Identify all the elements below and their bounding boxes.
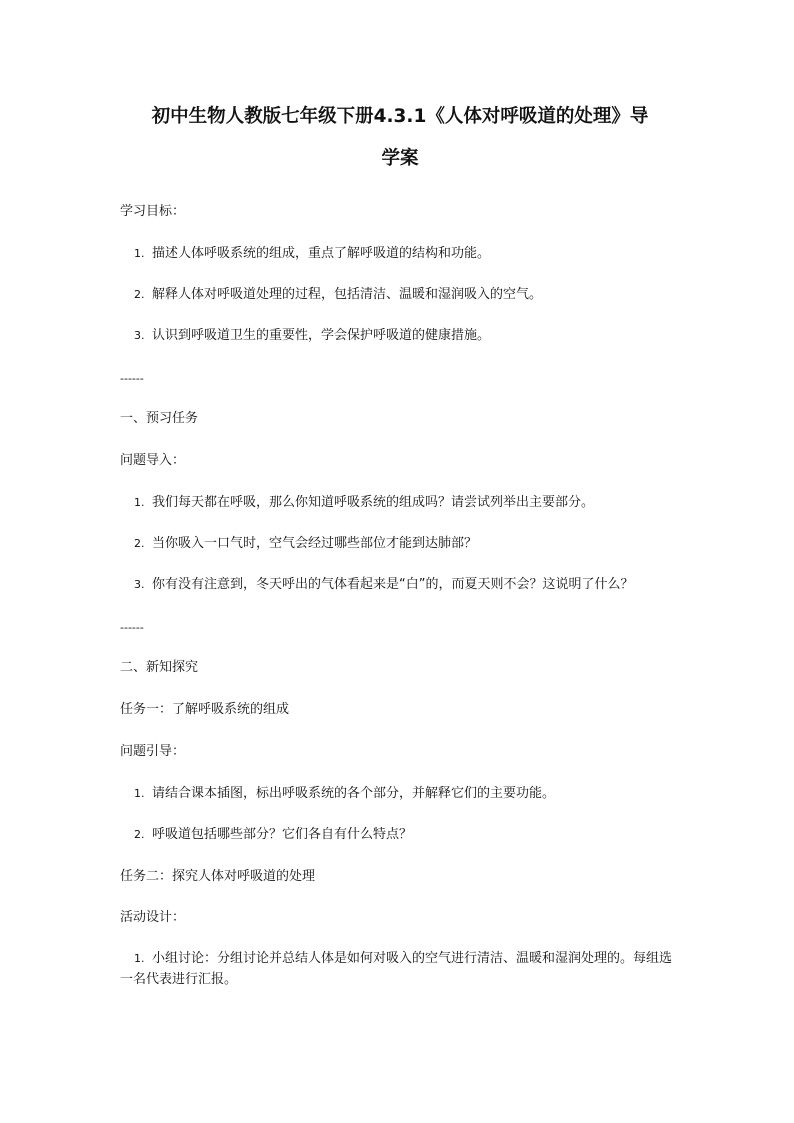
explore-heading: 二、新知探究: [120, 660, 199, 675]
section-separator: ------: [120, 372, 144, 385]
list-text: 我们每天都在呼吸，那么你知道呼吸系统的组成吗？请尝试列举出主要部分。: [152, 495, 595, 510]
list-number: 1.: [134, 496, 145, 509]
list-number: 1.: [134, 247, 145, 260]
list-text: 小组讨论：分组讨论并总结人体是如何对吸入的空气进行清洁、温暖和湿润处理的。每组选一名代表进行汇报。: [120, 951, 673, 987]
list-number: 3.: [134, 329, 145, 342]
list-number: 2.: [134, 828, 145, 841]
document-title-line-2: 学案: [381, 148, 419, 169]
list-text: 当你吸入一口气时，空气会经过哪些部位才能到达肺部？: [152, 536, 478, 551]
preview-item: [134, 494, 594, 512]
list-text: 请结合课本插图，标出呼吸系统的各个部分，并解释它们的主要功能。: [152, 786, 556, 801]
section-separator: ------: [120, 621, 144, 634]
preview-subheading: 问题导入：: [120, 453, 186, 468]
list-text: 描述人体呼吸系统的组成，重点了解呼吸道的结构和功能。: [152, 246, 491, 261]
preview-item: [134, 535, 477, 553]
task2-heading: 任务二：探究人体对呼吸道的处理: [120, 869, 316, 884]
document-title-line-1: 初中生物人教版七年级下册4.3.1《人体对呼吸道的处理》导: [151, 106, 649, 127]
preview-heading: 一、预习任务: [120, 411, 199, 426]
objective-item: [134, 286, 542, 304]
objectives-heading: 学习目标：: [120, 204, 186, 219]
list-number: 1.: [134, 787, 145, 800]
task1-item: [134, 785, 555, 803]
list-text: 认识到呼吸道卫生的重要性，学会保护呼吸道的健康措施。: [152, 328, 491, 343]
list-number: 3.: [134, 578, 145, 591]
list-text: 你有没有注意到，冬天呼出的气体看起来是“白”的，而夏天则不会？这说明了什么？: [152, 577, 634, 592]
objective-item: [134, 327, 490, 345]
task1-item: [134, 826, 412, 844]
list-number: 2.: [134, 537, 145, 550]
list-number: 1.: [134, 952, 145, 965]
task1-heading: 任务一：了解呼吸系统的组成: [120, 702, 290, 717]
task1-subheading: 问题引导：: [120, 744, 186, 759]
task2-subheading: 活动设计：: [120, 910, 186, 925]
task2-item: [120, 948, 680, 990]
objective-item: [134, 245, 490, 263]
list-text: 解释人体对呼吸道处理的过程，包括清洁、温暖和湿润吸入的空气。: [152, 287, 543, 302]
list-text: 呼吸道包括哪些部分？它们各自有什么特点？: [152, 827, 413, 842]
list-number: 2.: [134, 288, 145, 301]
preview-item: [134, 576, 633, 594]
